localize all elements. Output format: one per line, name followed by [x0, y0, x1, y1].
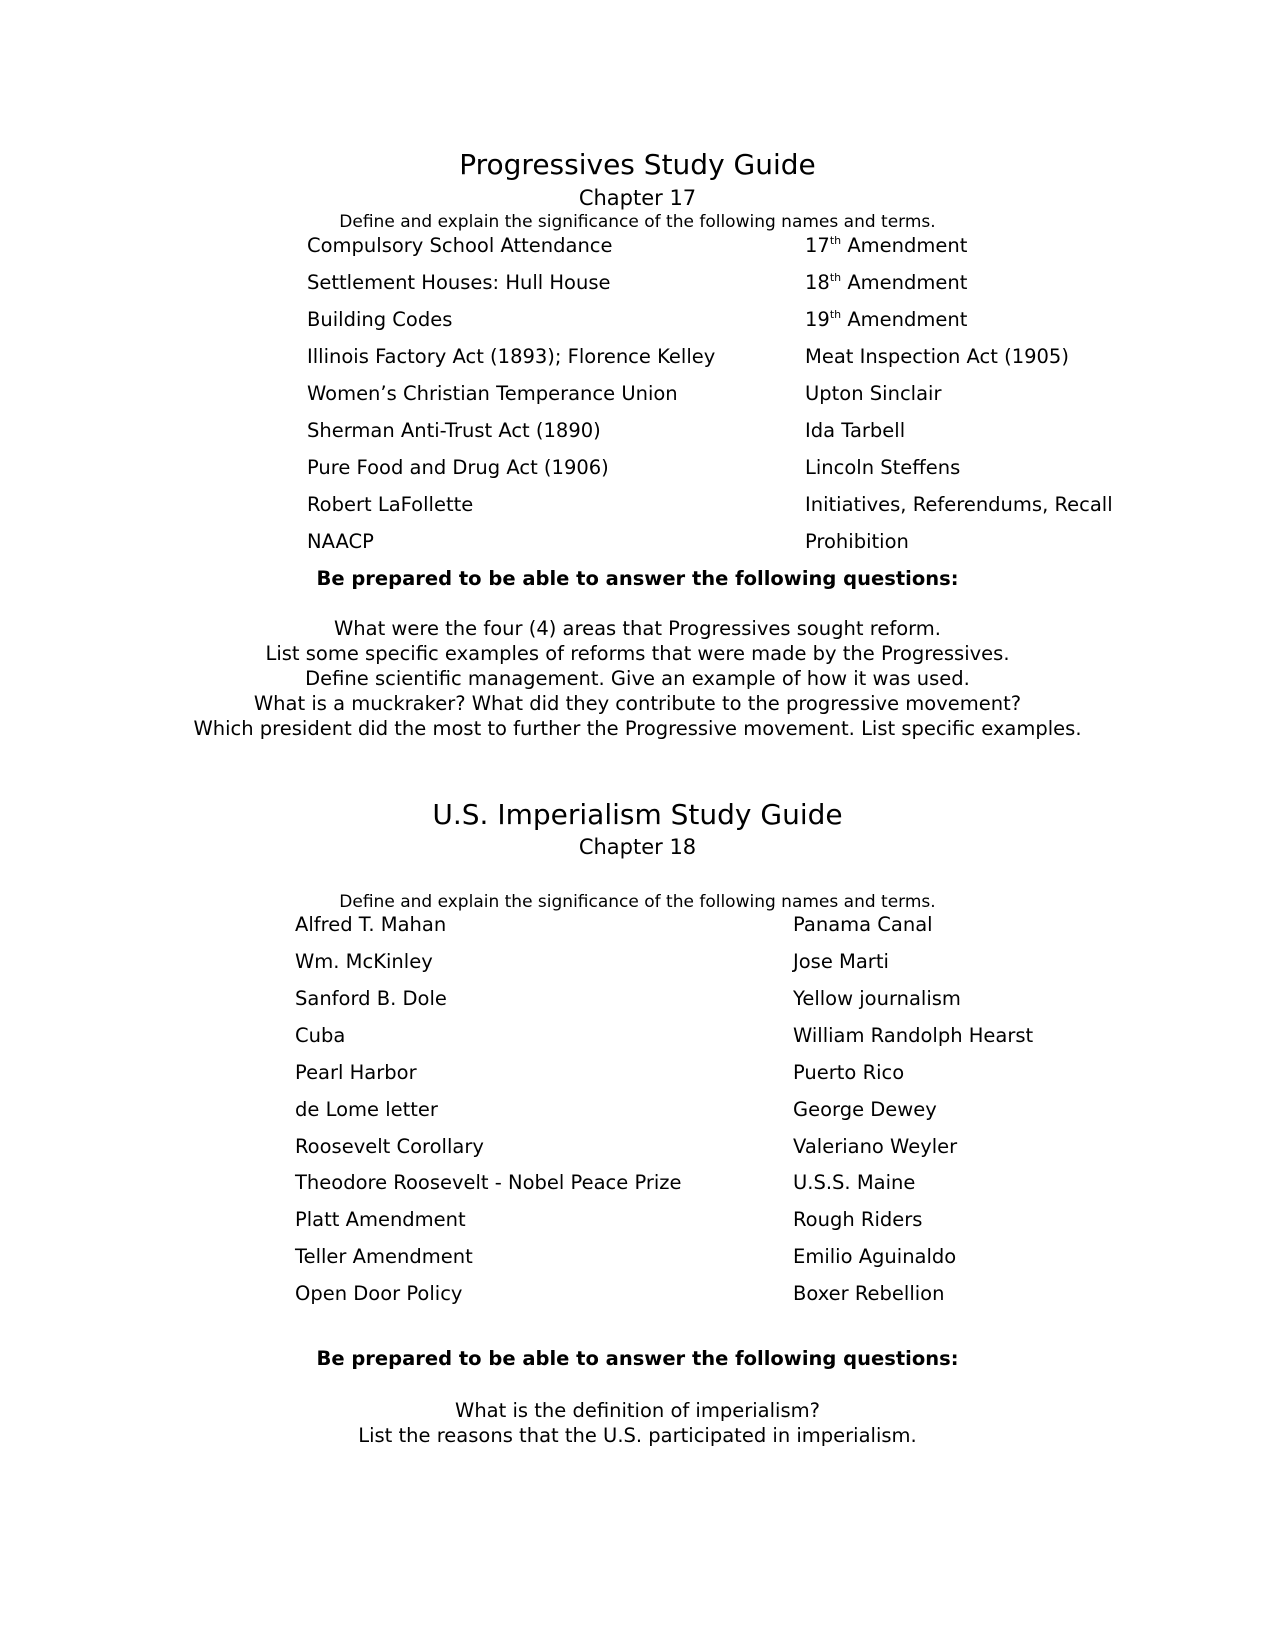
term-item: Panama Canal: [793, 913, 933, 936]
amendment-19: [805, 308, 967, 332]
term-item: U.S.S. Maine: [793, 1171, 916, 1194]
term-item: Open Door Policy: [295, 1282, 463, 1305]
progressives-title: Progressives Study Guide: [459, 148, 816, 181]
amendment-word: Amendment: [841, 234, 968, 257]
amendment-17: [805, 234, 967, 258]
term-item: Boxer Rebellion: [793, 1282, 945, 1305]
term-item: Cuba: [295, 1024, 346, 1047]
term-item: Pure Food and Drug Act (1906): [307, 456, 609, 479]
progressives-chapter: Chapter 17: [578, 186, 697, 210]
term-item: George Dewey: [793, 1098, 937, 1121]
term-item: Sherman Anti-Trust Act (1890): [307, 419, 601, 442]
ordinal-suffix: th: [829, 270, 842, 284]
imperialism-questions-heading: Be prepared to be able to answer the following questions:: [316, 1347, 959, 1370]
term-item: Building Codes: [307, 308, 453, 331]
question: List some specific examples of reforms that were made by the Progressives.: [265, 642, 1010, 665]
term-item: Theodore Roosevelt - Nobel Peace Prize: [295, 1171, 682, 1194]
term-item: Prohibition: [805, 530, 909, 553]
term-item: Valeriano Weyler: [793, 1135, 958, 1158]
term-item: Roosevelt Corollary: [295, 1135, 484, 1158]
term-item: Women’s Christian Temperance Union: [307, 382, 678, 405]
imperialism-chapter: Chapter 18: [578, 835, 697, 859]
term-item: Compulsory School Attendance: [307, 234, 613, 257]
term-item: Yellow journalism: [793, 987, 961, 1010]
term-item: de Lome letter: [295, 1098, 438, 1121]
term-item: Emilio Aguinaldo: [793, 1245, 957, 1268]
ordinal-suffix: th: [829, 307, 842, 321]
term-item: William Randolph Hearst: [793, 1024, 1034, 1047]
amendment-number: 19: [805, 308, 830, 331]
term-item: Jose Marti: [793, 950, 889, 973]
term-item: Sanford B. Dole: [295, 987, 447, 1010]
term-item: Meat Inspection Act (1905): [805, 345, 1069, 368]
term-item: Initiatives, Referendums, Recall: [805, 493, 1113, 516]
amendment-number: 17: [805, 234, 830, 257]
question: Define scientific management. Give an example of how it was used.: [305, 667, 970, 690]
term-item: Rough Riders: [793, 1208, 923, 1231]
term-item: Settlement Houses: Hull House: [307, 271, 611, 294]
term-item: Upton Sinclair: [805, 382, 942, 405]
progressives-questions-heading: Be prepared to be able to answer the following questions:: [316, 567, 959, 590]
imperialism-instructions: Define and explain the significance of the following names and terms.: [339, 892, 936, 912]
term-item: Alfred T. Mahan: [295, 913, 447, 936]
term-item: Platt Amendment: [295, 1208, 466, 1231]
term-item: Puerto Rico: [793, 1061, 905, 1084]
amendment-word: Amendment: [841, 271, 968, 294]
term-item: Illinois Factory Act (1893); Florence Kelley: [307, 345, 716, 368]
progressives-instructions: Define and explain the significance of the following names and terms.: [339, 212, 936, 232]
question: List the reasons that the U.S. participated in imperialism.: [358, 1424, 917, 1447]
term-item: NAACP: [307, 530, 374, 553]
term-item: Teller Amendment: [295, 1245, 473, 1268]
amendment-word: Amendment: [841, 308, 968, 331]
question: What were the four (4) areas that Progressives sought reform.: [333, 617, 941, 640]
question: What is the definition of imperialism?: [455, 1399, 820, 1422]
term-item: Pearl Harbor: [295, 1061, 417, 1084]
amendment-number: 18: [805, 271, 830, 294]
ordinal-suffix: th: [829, 233, 842, 247]
amendment-18: [805, 271, 967, 295]
term-item: Robert LaFollette: [307, 493, 474, 516]
question: Which president did the most to further the Progressive movement. List specific examples.: [193, 717, 1082, 740]
question: What is a muckraker? What did they contribute to the progressive movement?: [253, 692, 1022, 715]
term-item: Lincoln Steffens: [805, 456, 961, 479]
imperialism-title: U.S. Imperialism Study Guide: [432, 798, 843, 831]
term-item: Wm. McKinley: [295, 950, 433, 973]
term-item: Ida Tarbell: [805, 419, 906, 442]
